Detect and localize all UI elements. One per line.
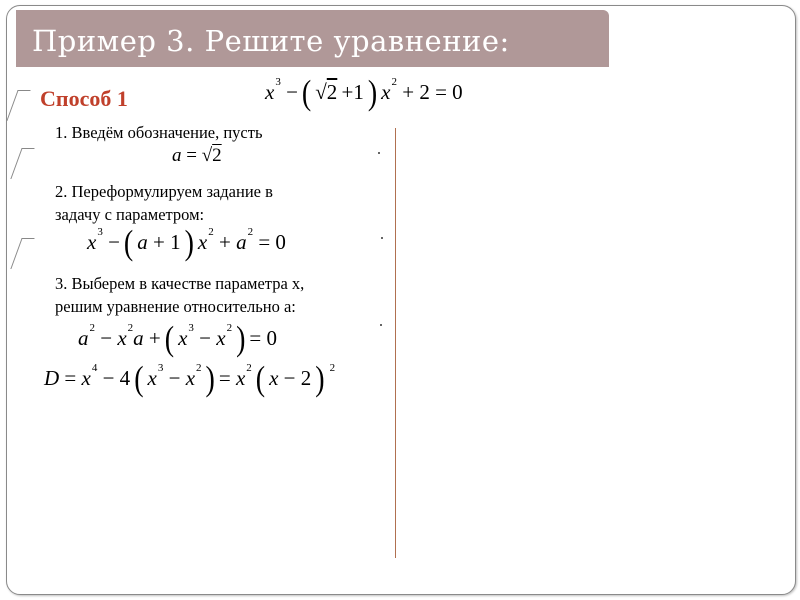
step-2-line-1: 2. Переформулируем задание в <box>55 182 273 201</box>
step-2-line-2: задачу с параметром: <box>55 205 205 224</box>
step-3-equation: $a^2 - x^2a$ + ( $x^3 - x^2$ ) = 0 <box>78 320 278 359</box>
column-divider <box>395 128 396 558</box>
step-1-equation: a = √2 <box>172 145 222 166</box>
method-label: Способ 1 <box>40 86 128 111</box>
dot-mark <box>380 324 382 326</box>
step-3-line-2: решим уравнение относительно a: <box>55 297 296 316</box>
discriminant-equation: $D = x^4 - 4$ ( $x^3 - x^2$ ) = $x^2$ ( x − 2 ) $^2$ <box>44 360 336 399</box>
main-equation: $x^3$ − ( √2 +1 ) $x^2 + 2 = 0$ <box>265 74 463 113</box>
step-2-equation: $x^3$ − ( a + 1 ) $x^2 + a^2 = 0$ <box>87 224 286 263</box>
dot-mark <box>381 237 383 239</box>
slide-title: Пример 3. Решите уравнение: <box>32 24 510 58</box>
dot-mark <box>378 152 380 154</box>
step-1-text: 1. Введём обозначение, пусть <box>55 123 263 142</box>
step-3-line-1: 3. Выберем в качестве параметра x, <box>55 274 305 293</box>
